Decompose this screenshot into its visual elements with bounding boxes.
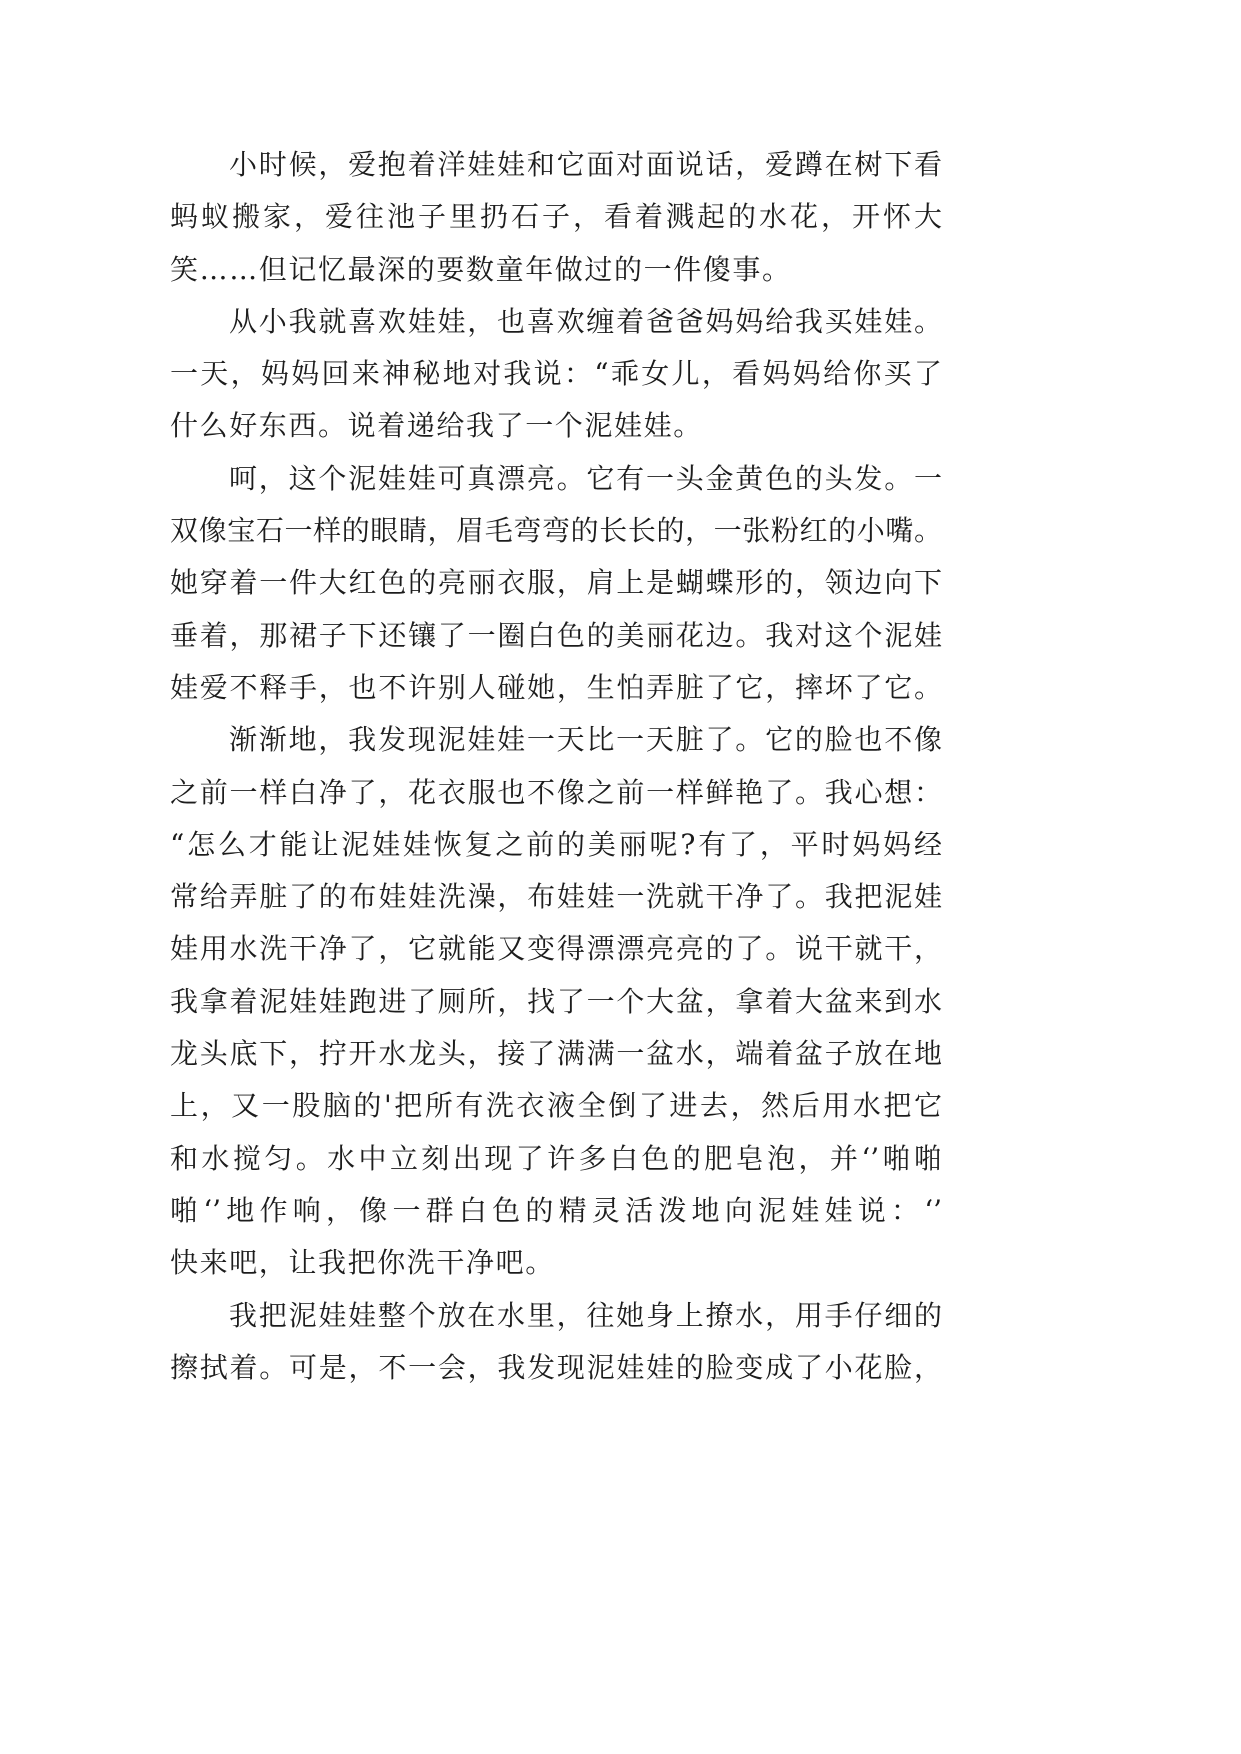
paragraph	[170, 714, 942, 1289]
paragraph	[170, 1290, 942, 1395]
text-line: 双像宝石一样的眼睛，眉毛弯弯的长长的，一张粉红的小嘴。	[170, 514, 942, 548]
text-line: 常给弄脏了的布娃娃洗澡，布娃娃一洗就干净了。我把泥娃	[170, 880, 942, 914]
paragraph	[170, 139, 942, 296]
text-line: 之前一样白净了，花衣服也不像之前一样鲜艳了。我心想：	[170, 775, 942, 809]
text-line: 上，又一股脑的'把所有洗衣液全倒了进去，然后用水把它	[170, 1089, 942, 1123]
text-line: “怎么才能让泥娃娃恢复之前的美丽呢?有了，平时妈妈经	[170, 827, 942, 861]
text-line: 她穿着一件大红色的亮丽衣服，肩上是蝴蝶形的，领边向下	[170, 566, 942, 600]
text-line: 渐渐地，我发现泥娃娃一天比一天脏了。它的脸也不像	[229, 723, 942, 757]
paragraph	[170, 296, 942, 453]
text-line: 娃爱不释手，也不许别人碰她，生怕弄脏了它，摔坏了它。	[170, 670, 942, 704]
text-line: 小时候，爱抱着洋娃娃和它面对面说话，爱蹲在树下看	[229, 148, 942, 181]
text-line: 啪‘’地作响，像一群白色的精灵活泼地向泥娃娃说：‘’	[170, 1193, 942, 1227]
text-line: 我把泥娃娃整个放在水里，往她身上撩水，用手仔细的	[229, 1298, 942, 1332]
text-line: 笑……但记忆最深的要数童年做过的一件傻事。	[170, 252, 792, 286]
text-line: 和水搅匀。水中立刻出现了许多白色的肥皂泡，并‘’啪啪	[170, 1141, 942, 1175]
body-text	[170, 139, 942, 1394]
paragraph	[170, 453, 942, 714]
text-line: 呵，这个泥娃娃可真漂亮。它有一头金黄色的头发。一	[229, 461, 942, 495]
text-line: 蚂蚁搬家，爱往池子里扔石子，看着溅起的水花，开怀大	[170, 200, 942, 234]
text-line: 一天，妈妈回来神秘地对我说：“乖女儿，看妈妈给你买了	[170, 357, 942, 391]
text-line: 娃用水洗干净了，它就能又变得漂漂亮亮的了。说干就干，	[170, 932, 942, 966]
text-line: 快来吧，让我把你洗干净吧。	[170, 1246, 555, 1280]
text-line: 我拿着泥娃娃跑进了厕所，找了一个大盆，拿着大盆来到水	[170, 984, 942, 1018]
text-line: 垂着，那裙子下还镶了一圈白色的美丽花边。我对这个泥娃	[170, 618, 942, 652]
text-line: 龙头底下，拧开水龙头，接了满满一盆水，端着盆子放在地	[170, 1037, 942, 1071]
text-line: 从小我就喜欢娃娃，也喜欢缠着爸爸妈妈给我买娃娃。	[229, 304, 942, 338]
text-line: 擦拭着。可是，不一会，我发现泥娃娃的脸变成了小花脸，	[170, 1350, 942, 1384]
text-line: 什么好东西。说着递给我了一个泥娃娃。	[170, 409, 703, 443]
